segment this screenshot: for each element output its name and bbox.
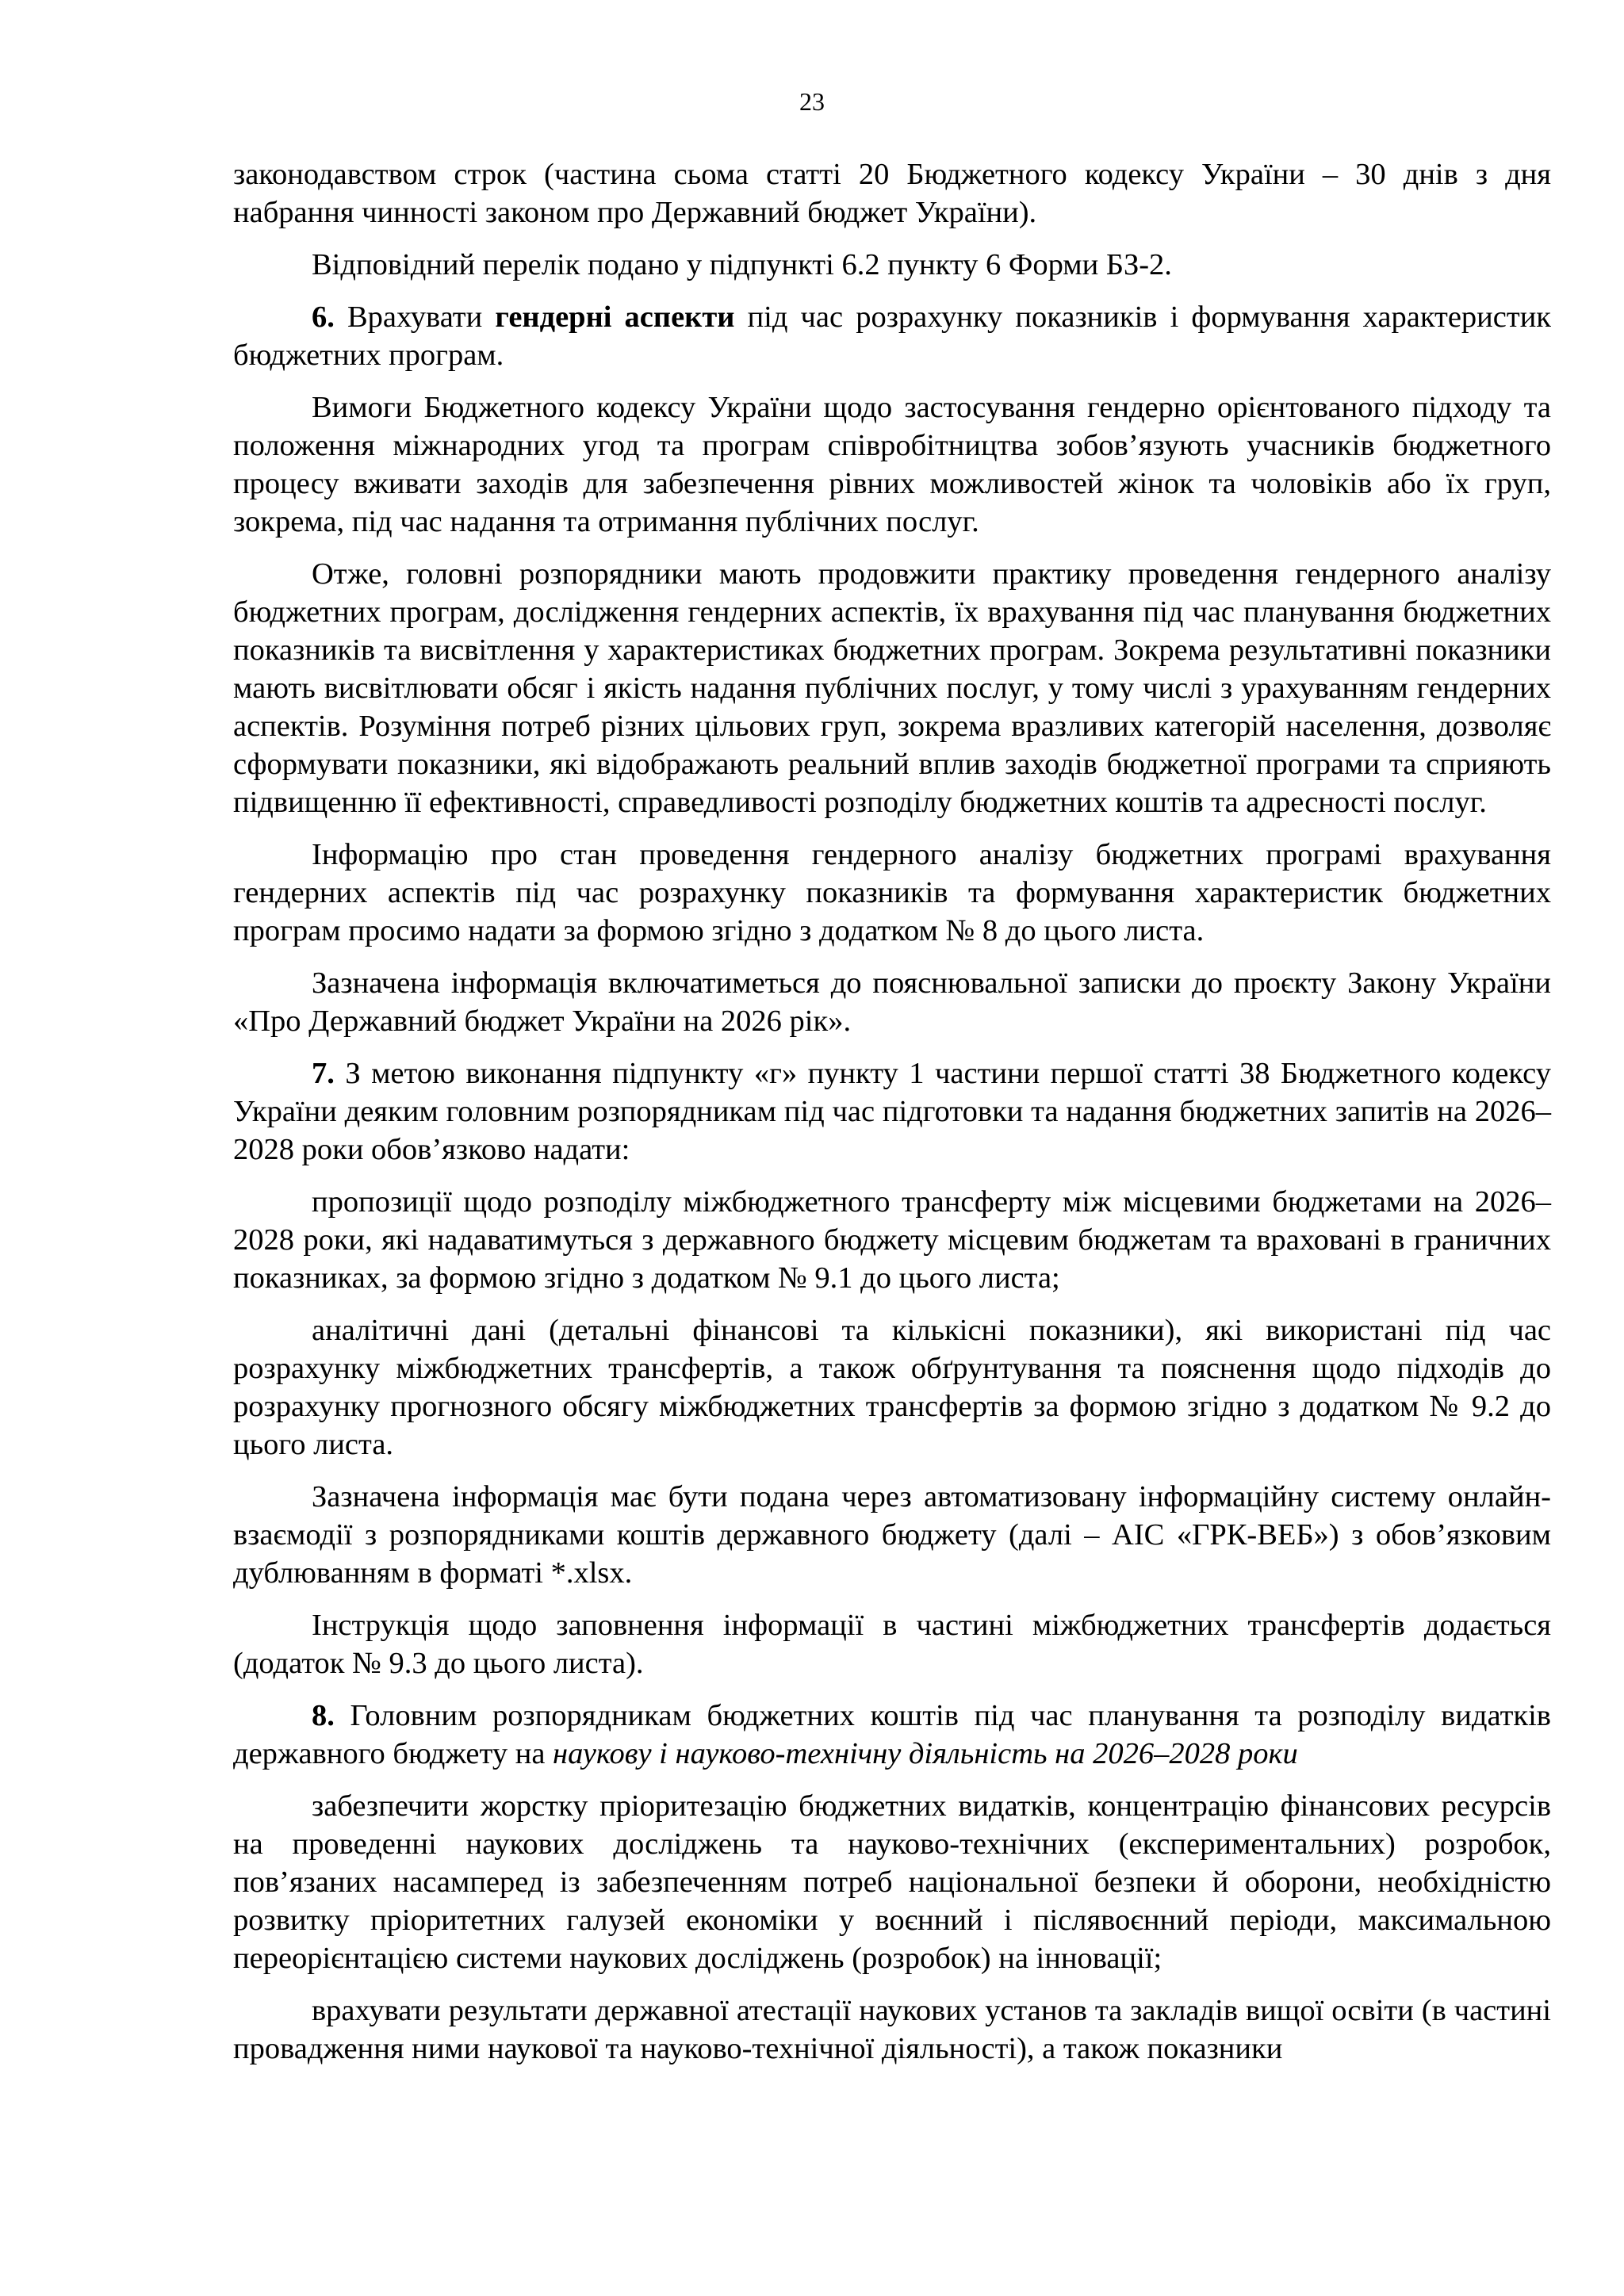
item-emphasis: гендерні аспекти [495, 300, 735, 334]
item-text: Врахувати [334, 300, 496, 334]
item-number: 8. [312, 1699, 335, 1732]
paragraph-body: пропозиції щодо розподілу міжбюджетного трансферту між місцевими бюджетами на 2026–2028 роки, які надаватимуться з державного бюджету місцевим бюджетам та враховані в граничних показниках, за формою згідно з додатком № 9.1 до цього листа; [233, 1185, 1551, 1295]
paragraph-body: Зазначена інформація включатиметься до пояснювальної записки до проєкту Закону України «Про Державний бюджет України на 2026 рік». [233, 966, 1551, 1038]
paragraph-item-6 [233, 298, 1551, 374]
item-italic: наукову і науково-технічну діяльність на 2026–2028 роки [553, 1737, 1298, 1770]
page-number: 23 [799, 87, 825, 116]
paragraph-body: врахувати результати державної атестації наукових установ та закладів вищої освіти (в частині провадження ними наукової та науково-технічної діяльності), а також показники [233, 1994, 1551, 2065]
paragraph-body: Отже, головні розпорядники мають продовжити практику проведення гендерного аналізу бюджетних програм, дослідження гендерних аспектів, їх врахування під час планування бюджетних показників та висвітлення у характеристиках бюджетних програм. Зокрема результативні показники мають висвітлювати обсяг і якість надання публічних послуг, у тому числі з урахуванням гендерних аспектів. Розуміння потреб різних цільових груп, зокрема вразливих категорій населення, дозволяє сформувати показники, які відображають реальний вплив заходів бюджетної програми та сприяють підвищенню її ефективності, справедливості розподілу бюджетних коштів та адресності послуг. [233, 557, 1551, 819]
document-body [233, 155, 1551, 2082]
item-text: З метою виконання підпункту «г» пункту 1 частини першої статті 38 Бюджетного кодексу України деяким головним розпорядникам під час підготовки та надання бюджетних запитів на 2026–2028 роки обов’язково надати: [233, 1057, 1551, 1166]
paragraph-body: аналітичні дані (детальні фінансові та кількісні показники), які використані під час розрахунку міжбюджетних трансфертів, а також обґрунтування та пояснення щодо підходів до розрахунку прогнозного обсягу міжбюджетних трансфертів за формою згідно з додатком № 9.2 до цього листа. [233, 1314, 1551, 1461]
paragraph-item-8 [233, 1697, 1551, 1773]
paragraph-body: Інструкція щодо заповнення інформації в частині міжбюджетних трансфертів додається (додаток № 9.3 до цього листа). [233, 1609, 1551, 1680]
item-text: Головним розпорядникам бюджетних коштів під час планування та розподілу видатків державного бюджету на [233, 1699, 1551, 1770]
paragraph-body: Зазначена інформація має бути подана через автоматизовану інформаційну систему онлайн-взаємодії з розпорядниками коштів державного бюджету (далі – АІС «ГРК-ВЕБ») з обов’язковим дублюванням в форматі *.xlsx. [233, 1480, 1551, 1590]
item-text: під час розрахунку показників і формування характеристик бюджетних програм. [233, 300, 1551, 372]
paragraph-body: забезпечити жорстку пріоритезацію бюджетних видатків, концентрацію фінансових ресурсів на проведенні наукових досліджень та науково-технічних (експериментальних) розробок, пов’язаних насамперед із забезпеченням потреб національної безпеки й оборони, необхідністю розвитку пріоритетних галузей економіки у воєнний і післявоєнний періоди, максимальною переорієнтацією системи наукових досліджень (розробок) на інновації; [233, 1789, 1551, 1975]
paragraph-body: Вимоги Бюджетного кодексу України щодо застосування гендерно орієнтованого підходу та положення міжнародних угод та програм співробітництва зобов’язують учасників бюджетного процесу вживати заходів для забезпечення рівних можливостей жінок та чоловіків або їх груп, зокрема, під час надання та отримання публічних послуг. [233, 391, 1551, 538]
item-number: 7. [312, 1057, 335, 1090]
paragraph-continuation: законодавством строк (частина сьома статті 20 Бюджетного кодексу України – 30 днів з дня набрання чинності законом про Державний бюджет України). [233, 158, 1551, 229]
paragraph-reference-note: Відповідний перелік подано у підпункті 6.2 пункту 6 Форми БЗ-2. [312, 248, 1172, 281]
paragraph-item-7 [233, 1054, 1551, 1169]
paragraph-body: Інформацію про стан проведення гендерного аналізу бюджетних програмі врахування гендерних аспектів під час розрахунку показників та формування характеристик бюджетних програм просимо надати за формою згідно з додатком № 8 до цього листа. [233, 838, 1551, 947]
item-number: 6. [312, 300, 335, 334]
